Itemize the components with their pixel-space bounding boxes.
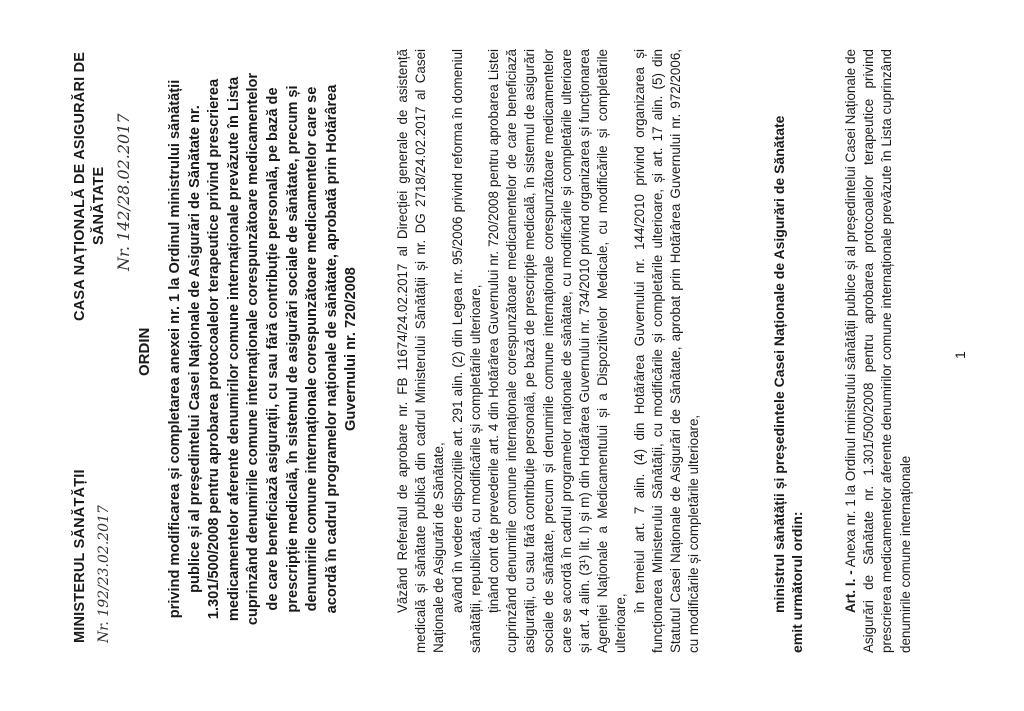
subject-line: Guvernului nr. 720/2008	[343, 267, 360, 431]
document-title: ORDIN	[136, 327, 153, 376]
article-one	[842, 49, 915, 653]
order-subject	[166, 43, 362, 655]
article-label: Art. I. -	[843, 570, 858, 613]
page-number: 1	[952, 351, 968, 359]
subject-line: cuprinzând denumirile comune internaționale corespunzătoare medicamentelor	[245, 72, 262, 626]
left-institution: MINISTERUL SĂNĂTĂȚII	[72, 469, 88, 643]
subject-line: publice și al președintelui Casei Naționale de Asigurări de Sănătate nr.	[186, 105, 203, 593]
subject-line: medicamentelor aferente denumirilor comune internaționale prevăzute în Lista	[225, 76, 242, 622]
left-registration-number: Nr. 192/23.02.2017	[96, 505, 112, 643]
subject-line: denumirile comune internaționale corespunzătoare medicamentelor care se	[304, 86, 321, 612]
subject-line: prescripție medicală, în sistemul de asigurări sociale de sănătate, precum și	[284, 85, 301, 613]
subject-line: acordă în cadrul programelor naționale de sănătate, aprobată prin Hotărârea	[323, 84, 340, 614]
right-institution-line2: SĂNĂTATE	[91, 166, 107, 245]
subject-line: 1.301/500/2008 pentru aprobarea protocoalelor terapeutice privind prescrierea	[206, 78, 223, 620]
preamble-paragraph: Văzând Referatul de aprobare nr. FB 11674/24.02.2017 al Direcției generale de asistență medicală și sănătate publică din cadrul Ministerului Sănătății și nr. DG 2718/24.02.2017 al Casei Naționale de Asigurări de Sănătate,	[395, 49, 447, 653]
decree-line: emit următorul ordin:	[789, 511, 806, 653]
subject-line: privind modificarea și completarea anexei nr. 1 la Ordinul ministrului sănătății	[167, 79, 183, 619]
order-preamble	[394, 49, 703, 653]
article-text: Anexa nr. 1 la Ordinul ministrului sănătății publice și al președintelui Casei Naționale de Asigurări de Sănătate nr. 1.301/500/2008 pentru aprobarea protocoalelor terapeutice privind prescrierea medicamentelor aferente denumirilor comune internaționale prevăzute în Lista cuprinzând denumirile comune internaționale	[843, 49, 913, 653]
subject-line: de care beneficiază asigurații, cu sau fără contribuție personală, pe bază de	[264, 87, 281, 611]
decree-line: ministrul sănătății și președintele Casei Naționale de Asigurări de Sănătate	[771, 115, 787, 613]
right-registration-number: Nr. 142/28.02.2017	[114, 113, 133, 271]
preamble-paragraph: în temeiul art. 7 alin. (4) din Hotărârea Guvernului nr. 144/2010 privind organizarea și funcționarea Ministerului Sănătății, cu modificările și completările ulterioare, și art. 17 alin. (5) din Statutul Casei Naționale de Asigurări de Sănătate, aprobat prin Hotărârea Guvernului nr. 972/2006, cu modificările și completările ulterioare,	[631, 49, 702, 653]
preamble-paragraph: ținând cont de prevederile art. 4 din Hotărârea Guvernului nr. 720/2008 pentru aprobarea Listei cuprinzând denumirile comune internaționale corespunzătoare medicamentelor de care beneficiază asigurații, cu sau fără contribuție personală, pe bază de prescripție medicală, în sistemul de asigurări sociale de sănătate, precum și denumirile comune internaționale corespunzătoare medicamentelor care se acordă în cadrul programelor naționale de sănătate, cu modificările și completările ulterioare și art. 4 alin. (3¹) lit. l) și m) din Hotărârea Guvernului nr. 734/2010 privind organizarea și funcționarea Agenției Naționale a Medicamentului și a Dispozitivelor Medicale, cu modificările și completările ulterioare,	[486, 49, 629, 653]
preamble-paragraph: având în vedere dispozițiile art. 291 alin. (2) din Legea nr. 95/2006 privind reforma în domeniul sănătății, republicată, cu modificările și completările ulterioare,	[449, 49, 483, 653]
right-institution-line1: CASA NAȚIONALĂ DE ASIGURĂRI DE	[72, 51, 88, 321]
decree-statement	[770, 49, 806, 653]
